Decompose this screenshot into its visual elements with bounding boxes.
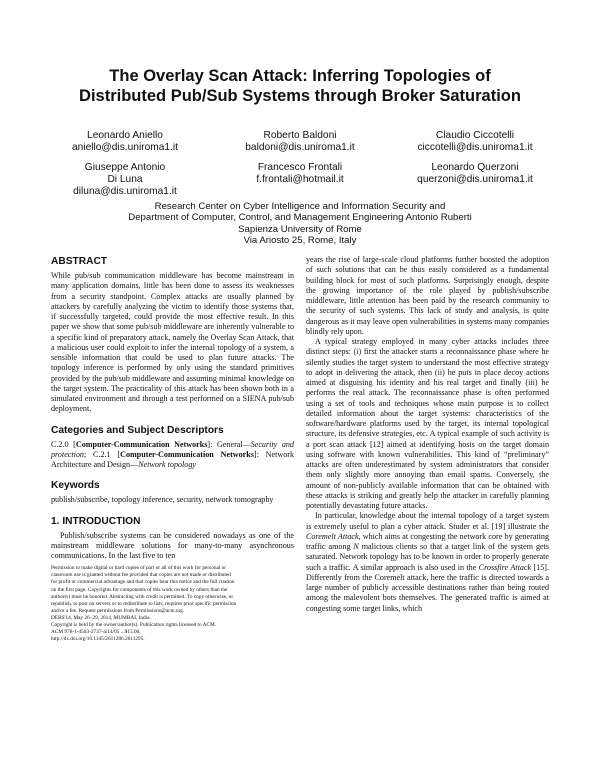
right-column [306,255,549,614]
affiliation-line: Department of Computer, Control, and Management Engineering Antonio Ruberti [128,212,472,224]
body-paragraph-1: years the rise of large-scale cloud platforms further boosted the adoption of such solutions that can be thus easily considered as a fundamental building block for most of such platforms. Surprisingly enough, despite the growing importance of the role played by publish/subscribe middleware, little attention has been paid by the research community to the security of such systems. This lack of study and analysis, is quite dangerous as it may leave open vulnerabilities in systems many companies blindly rely upon. [306,255,549,336]
introduction-heading: 1. INTRODUCTION [51,515,141,527]
author-email: f.frontali@hotmail.it [256,174,344,185]
keywords-heading: Keywords [51,480,100,492]
body-paragraph-2: A typical strategy employed in many cyber attacks includes three distinct steps: (i) first the attacker starts a reconnaissance phase where he silently studies the target system to understand the most effective strategy to adopt in delivering the attack, then (ii) he puts in place decoy actions aimed at disguising his identity and his real target and finally (iii) he performs the real attack. The reconnaissance phase is often performed using a set of tools and techniques whose main purpose is to collect detailed information about the target systems: characteristics of the software/hardware platforms used by the target, its internal topological structure, its defensive strategies, etc. A typical example of such activity is a port scan attack [12] aimed at identifying hosts on the target domain using software with known vulnerabilities. This kind of “preliminary” attacks are often underestimated by system administrators that consider them only slightly more annoying than email spams. Conversely, the amount of non-publicly available information that can be obtained with these attacks is striking and greatly help the attacker in carefully planning potentially devastating future attacks. [306,337,549,510]
author-name: Claudio Ciccotelli [435,130,515,141]
footnote-line: on the first page. Copyrights for components of this work owned by others than the [51,586,228,593]
footnote-line: for profit or commercial advantage and that copies bear this notice and the full citation [51,579,235,586]
keywords-text: publish/subscribe, topology inference, security, network tomography [51,495,274,505]
affiliation-line: Sapienza University of Rome [238,223,362,235]
title-line-1: The Overlay Scan Attack: Inferring Topologies of [109,67,491,85]
author-2 [215,130,385,154]
footnote-line: classroom use is granted without fee provided that copies are not made or distributed [51,572,231,579]
footnote-line: Copyright is held by the owner/author(s). Publication rights licensed to ACM. [51,622,217,628]
affiliation [40,201,560,247]
author-name: Leonardo Querzoni [431,162,519,173]
author-email: ciccotelli@dis.uniroma1.it [417,142,533,153]
paper-title [40,66,560,106]
categories-text: C.2.0 [Computer-Communication Networks]: General—Security and protection; C.2.1 [Computer-Communication Networks]: Network Architecture and Design—Network topology [51,439,295,469]
affiliation-line: Via Ariosto 25, Rome, Italy [243,235,357,247]
footnote-line: Permission to make digital or hard copies of part or all of this work for personal or [51,565,227,572]
author-name: Leonardo Aniello [87,130,163,141]
footnote-line: and/or a fee. Request permissions from Permissions@acm.org. [51,607,185,614]
author-email: diluna@dis.uniroma1.it [73,186,177,197]
footnote-line: http://dx.doi.org/10.1145/2611286.2611295. [51,636,145,643]
left-column [51,255,294,643]
abstract-heading: ABSTRACT [51,256,108,267]
author-5 [215,162,385,186]
body-paragraph-3: In particular, knowledge about the internal topology of a target system is extremely useful to plan a cyber attack. Studer et al. [19] illustrate the Coremelt Attack, which aims at congesting the network core by generating traffic among N malicious clients so that a target link of the system gets saturated. Network topology has to be known in order to properly generate such a traffic. A similar approach is also used in the Crossfire Attack [15]. Differently from the Coremelt attack, here the traffic is directed towards a large number of publicly accessible destinations rather than being routed among the malevolent bots themselves. The generated traffic is aimed at congesting some target links, which [306,511,550,613]
author-name: Giuseppe Antonio [84,162,166,173]
categories-heading: Categories and Subject Descriptors [51,424,224,436]
intro-paragraph: Publish/subscribe systems can be considered nowadays as one of the mainstream middleware solutions for many-to-many asynchronous communications. In the last five to ten [51,530,294,560]
author-6 [390,162,560,186]
footnote-line: ACM 978-1-4503-2737-4/14/05 ...$15.00. [51,629,141,636]
author-3 [390,130,560,154]
abstract-text: While pub/sub communication middleware has become mainstream in many application domains, little has been done to assess its weaknesses from a security standpoint. Complex attacks are usually planned by attackers by carefully analyzing the victim to identify those systems that, if successfully targeted, could provide the most effective result. In this paper we show that some pub/sub middleware are inherently vulnerable to a specific kind of preparatory attack, namely the Overlay Scan Attack, that a malicious user could exploit to infer the internal topology of a system, a sensible information that could be used to plan future attacks. The topology inference is performed by only using the standard primitives provided by the pub/sub middleware and assuming minimal knowledge on the target system. The practicality of this attack has been shown both in a simulated environment and through a test performed on a SIENA pub/sub deployment. [51,271,294,414]
footnote-line: DEBS'14, May 26–29, 2014, MUMBAI, India. [51,614,151,621]
author-email: aniello@dis.uniroma1.it [71,142,179,153]
footnote-line: republish, to post on servers or to redistribute to lists, requires prior specific permission [51,600,237,607]
author-4 [40,162,210,198]
author-1 [40,130,210,154]
copyright-footnote [51,565,294,643]
author-email: querzoni@dis.uniroma1.it [417,174,533,185]
author-name-cont: Di Luna [107,174,143,185]
author-name: Francesco Frontali [257,162,343,173]
author-name: Roberto Baldoni [263,130,337,141]
footnote-line: author(s) must be honored. Abstracting with credit is permitted. To copy otherwise, or [51,593,234,600]
title-line-2: Distributed Pub/Sub Systems through Broker Saturation [79,87,521,105]
affiliation-line: Research Center on Cyber Intelligence and Information Security and [154,201,446,212]
author-email: baldoni@dis.uniroma1.it [245,142,355,153]
